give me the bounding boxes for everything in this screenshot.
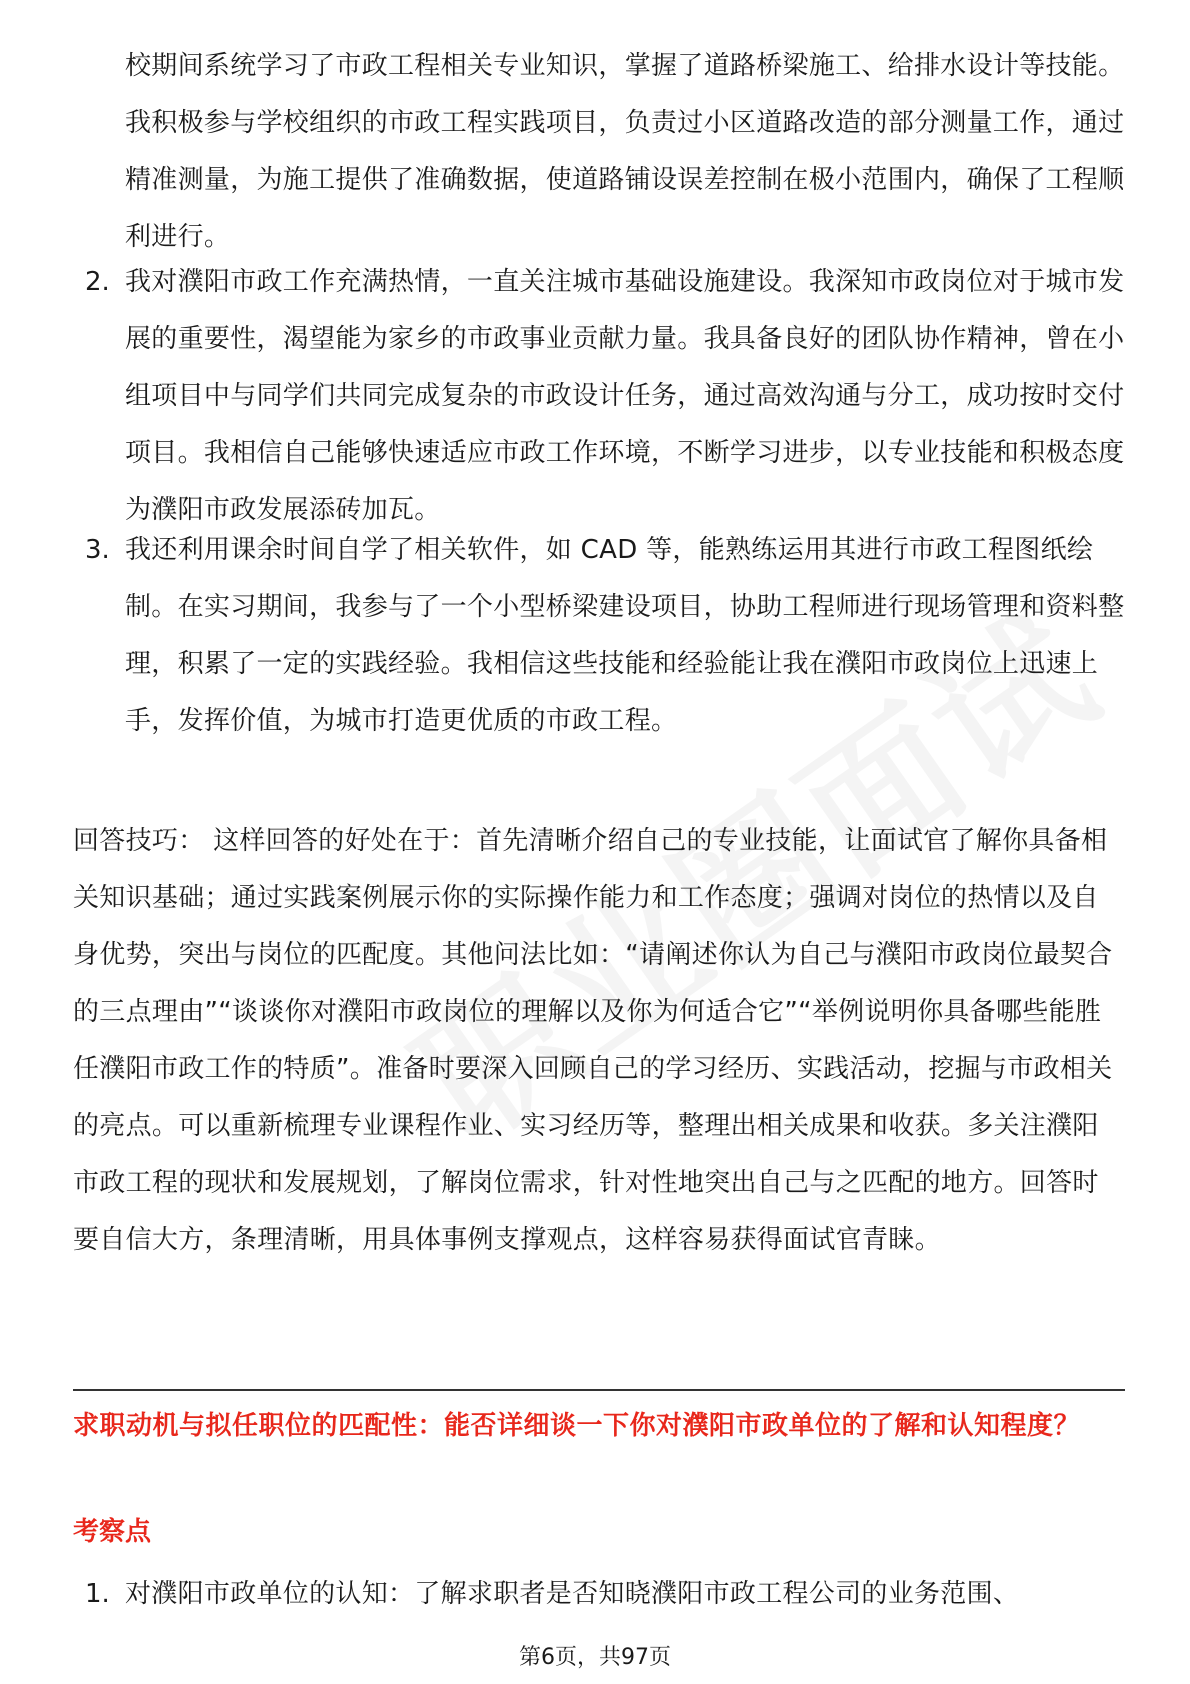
list-item-number: 3. (85, 535, 110, 565)
answer-tips-paragraph: 回答技巧： 这样回答的好处在于：首先清晰介绍自己的专业技能，让面试官了解你具备相关知识基础；通过实践案例展示你的实际操作能力和工作态度；强调对岗位的热情以及自身优势，突出与岗位的匹配度。其他问法比如：“请阐述你认为自己与濮阳市政岗位最契合的三点理由”“谈谈你对濮阳市政岗位的理解以及你为何适合它”“举例说明你具备哪些能胜任濮阳市政工作的特质”。准备时要深入回顾自己的学习经历、实践活动，挖掘与市政相关的亮点。可以重新梳理专业课程作业、实习经历等，整理出相关成果和收获。多关注濮阳市政工程的现状和发展规划，了解岗位需求，针对性地突出自己与之匹配的地方。回答时要自信大方，条理清晰，用具体事例支撑观点，这样容易获得面试官青睐。 (73, 826, 1113, 1255)
list-item-text: 校期间系统学习了市政工程相关专业知识，掌握了道路桥梁施工、给排水设计等技能。我积极参与学校组织的市政工程实践项目，负责过小区道路改造的部分测量工作，通过精准测量，为施工提供了准确数据，使道路铺设误差控制在极小范围内，确保了工程顺利进行。 (125, 51, 1125, 252)
list-item-number: 1. (85, 1579, 110, 1609)
page-footer: 第6页，共97页 (519, 1645, 671, 1670)
section-divider (73, 1389, 1125, 1391)
list-item-text: 对濮阳市政单位的认知：了解求职者是否知晓濮阳市政工程公司的业务范围、 (125, 1579, 1020, 1609)
list-item-number: 2. (85, 267, 110, 297)
assessment-points-title: 考察点 (73, 1517, 152, 1547)
list-item-text: 我对濮阳市政工作充满热情，一直关注城市基础设施建设。我深知市政岗位对于城市发展的重要性，渴望能为家乡的市政事业贡献力量。我具备良好的团队协作精神，曾在小组项目中与同学们共同完成复杂的市政设计任务，通过高效沟通与分工，成功按时交付项目。我相信自己能够快速适应市政工作环境，不断学习进步，以专业技能和积极态度为濮阳市政发展添砖加瓦。 (125, 267, 1125, 525)
list-item-text: 我还利用课余时间自学了相关软件，如 CAD 等，能熟练运用其进行市政工程图纸绘制。在实习期间，我参与了一个小型桥梁建设项目，协助工程师进行现场管理和资料整理，积累了一定的实践经验。我相信这些技能和经验能让我在濮阳市政岗位上迅速上手，发挥价值，为城市打造更优质的市政工程。 (125, 535, 1125, 736)
question-heading: 求职动机与拟任职位的匹配性：能否详细谈一下你对濮阳市政单位的了解和认知程度？ (73, 1411, 1081, 1441)
